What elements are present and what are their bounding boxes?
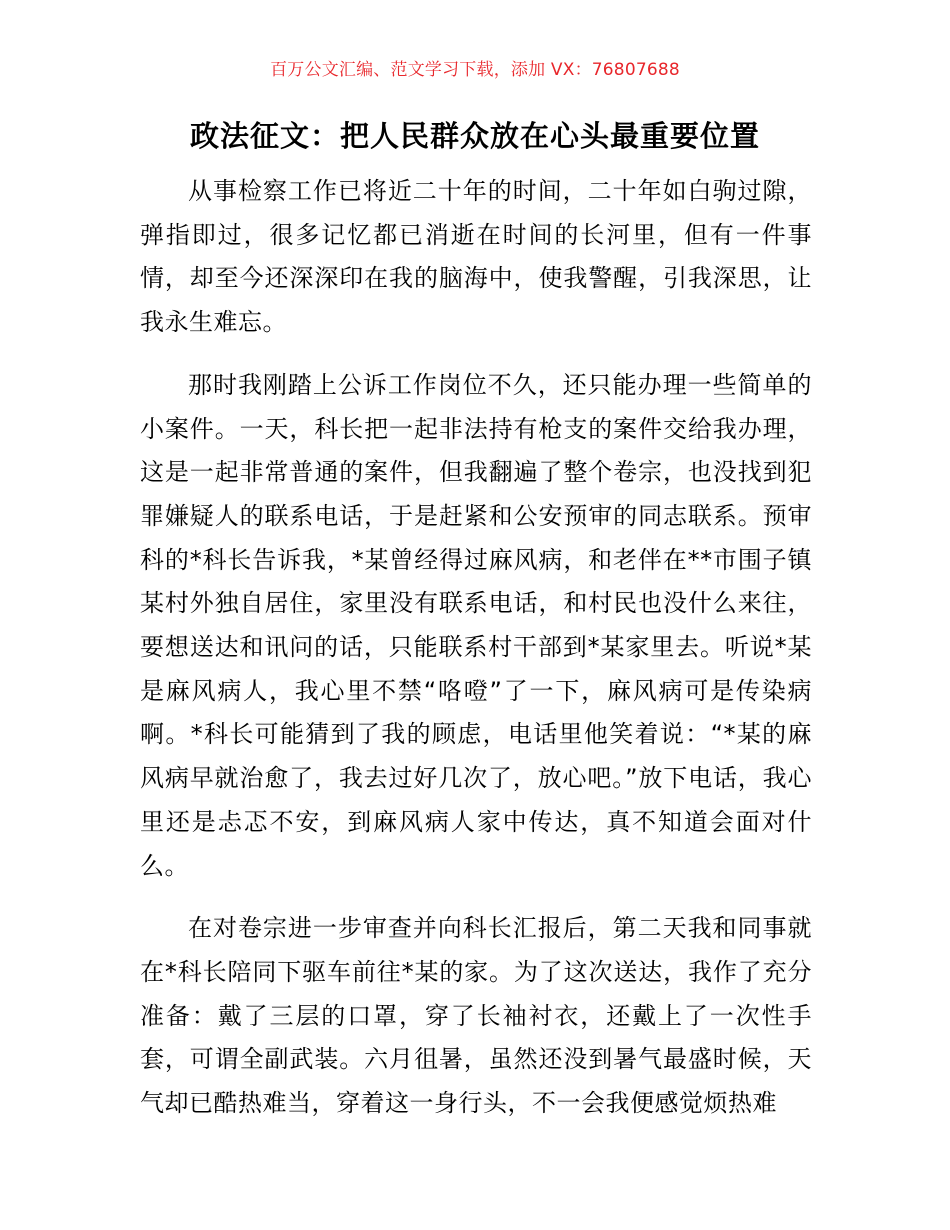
paragraph-3: 在对卷宗进一步审查并向科长汇报后，第二天我和同事就在*科长陪同下驱车前往*某的家。为了这次送达，我作了充分准备：戴了三层的口罩，穿了长袖衬衣，还戴上了一次性手套，可谓全副武装。六月徂暑，虽然还没到暑气最盛时候，天气却已酷热难当，穿着这一身行头，不一会我便感觉烦热难: [140, 914, 812, 1118]
document-title: 政法征文：把人民群众放在心头最重要位置: [189, 119, 760, 153]
paragraph-1: 从事检察工作已将近二十年的时间，二十年如白驹过隙，弹指即过，很多记忆都已消逝在时间的长河里，但有一件事情，却至今还深深印在我的脑海中，使我警醒，引我深思，让我永生难忘。: [140, 177, 812, 337]
document-body: [140, 170, 812, 1145]
paragraph-2: 那时我刚踏上公诉工作岗位不久，还只能办理一些简单的小案件。一天，科长把一起非法持有枪支的案件交给我办理，这是一起非常普通的案件，但我翻遍了整个卷宗，也没找到犯罪嫌疑人的联系电话，于是赶紧和公安预审的同志联系。预审科的*科长告诉我，*某曾经得过麻风病，和老伴在**市围子镇某村外独自居住，家里没有联系电话，和村民也没什么来往，要想送达和讯问的话，只能联系村干部到*某家里去。听说*某是麻风病人，我心里不禁“咯噔”了一下，麻风病可是传染病啊。*科长可能猜到了我的顾虑，电话里他笑着说：“*某的麻风病早就治愈了，我去过好几次了，放心吧。”放下电话，我心里还是忐忑不安，到麻风病人家中传达，真不知道会面对什么。: [140, 370, 812, 880]
header-watermark: 百万公文汇编、范文学习下载，添加 VX：76807688: [270, 60, 680, 80]
